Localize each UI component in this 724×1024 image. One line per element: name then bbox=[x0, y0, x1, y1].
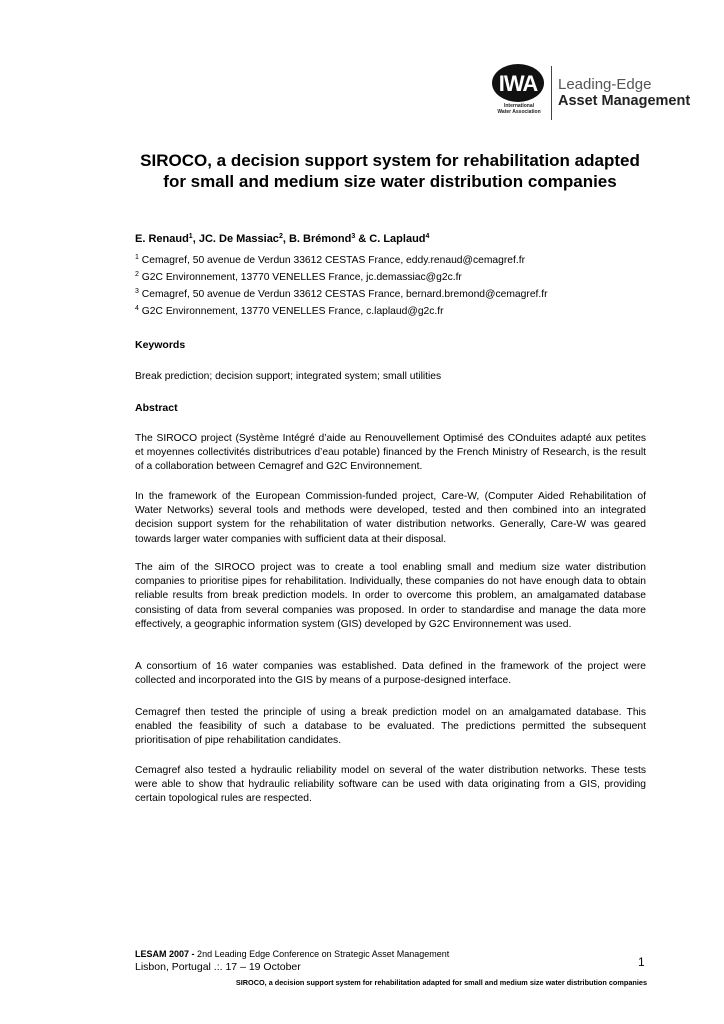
affiliation-text: G2C Environnement, 13770 VENELLES France, c.laplaud@g2c.fr bbox=[141, 306, 444, 317]
footer-conf-suffix: nd bbox=[202, 949, 213, 959]
author-mark: 1 bbox=[188, 233, 193, 240]
title-line-2: for small and medium size water distribution companies bbox=[163, 172, 617, 191]
affiliation bbox=[135, 289, 548, 300]
author-name: C. Laplaud bbox=[369, 233, 426, 245]
footer-conf-bold: LESAM 2007 - bbox=[135, 949, 195, 959]
footer-conf-ordinal: 2 bbox=[197, 949, 203, 959]
footer-location: Lisbon, Portugal .:. 17 – 19 October bbox=[135, 961, 301, 973]
abstract-paragraph: Cemagref then tested the principle of using a break prediction model on an amalgamated database. This enabled the feasibility of such a database to be evaluated. The predictions permitted the subsequent prioritisation of pipe rehabilitation candidates. bbox=[135, 707, 646, 747]
keywords-heading: Keywords bbox=[135, 339, 186, 351]
affiliation bbox=[135, 306, 444, 317]
affiliation-mark: 2 bbox=[135, 271, 139, 278]
abstract-paragraph: In the framework of the European Commission-funded project, Care-W, (Computer Aided Rehabilitation of Water Networks) several tools and methods were developed, tested and then combined into an integrated decision support system for the rehabilitation of water distribution networks. Generally, Care-W was geared towards larger water companies with sufficient data at their disposal. bbox=[135, 491, 646, 545]
author-name: B. Brémond bbox=[288, 233, 352, 245]
author-name: E. Renaud bbox=[135, 233, 189, 245]
keywords-text: Break prediction; decision support; integrated system; small utilities bbox=[135, 371, 442, 382]
abstract-paragraph: The aim of the SIROCO project was to create a tool enabling small and medium size water distribution companies to prioritise pipes for rehabilitation. Individually, these companies do not have enough data to obtain reliable results from break prediction models. In order to overcome this problem, an amalgamated database consisting of data from several companies was proposed. In order to standardise and manage the data more effectively, a geographic information system (GIS) developed by G2C Environnement was used. bbox=[135, 562, 646, 630]
affiliation-text: G2C Environnement, 13770 VENELLES France, jc.demassiac@g2c.fr bbox=[141, 272, 462, 283]
paper-title bbox=[100, 150, 680, 192]
affiliation-mark: 1 bbox=[135, 254, 139, 261]
affiliation-text: Cemagref, 50 avenue de Verdun 33612 CESTAS France, bernard.bremond@cemagref.fr bbox=[141, 289, 548, 300]
author-mark: 3 bbox=[351, 233, 356, 240]
abstract-heading: Abstract bbox=[135, 402, 178, 414]
page-number: 1 bbox=[638, 955, 645, 969]
logo-tagline-2: Asset Management bbox=[558, 93, 691, 109]
affiliation-mark: 3 bbox=[135, 288, 139, 295]
iwa-logo bbox=[491, 63, 691, 121]
running-title: SIROCO, a decision support system for rehabilitation adapted for small and medium size water distribution companies bbox=[235, 978, 647, 987]
author-sep: , bbox=[192, 233, 199, 245]
abstract-paragraph: The SIROCO project (Système Intégré d’aide au Renouvellement Optimisé des COnduites adapté aux petites et moyennes collectivités distributrices d’eau potable) financed by the French Ministry of Research, is the result of a collaboration between Cemagref and G2C Environnement. bbox=[135, 433, 646, 473]
abstract-paragraph: Cemagref also tested a hydraulic reliability model on several of the water distribution networks. These tests were able to show that hydraulic reliability software can be used with data originating from a GIS, providing certain topological rules are respected. bbox=[135, 765, 646, 805]
iwa-org-name: International Water Association bbox=[497, 103, 541, 115]
footer-conf-rest: Leading Edge Conference on Strategic Asset Management bbox=[214, 949, 450, 959]
author-mark: 4 bbox=[425, 233, 430, 240]
author-name: JC. De Massiac bbox=[198, 233, 279, 245]
title-line-1: SIROCO, a decision support system for rehabilitation adapted bbox=[140, 151, 640, 170]
logo-divider bbox=[551, 66, 552, 120]
author-sep: & bbox=[355, 233, 370, 245]
affiliation bbox=[135, 272, 462, 283]
author-mark: 2 bbox=[278, 233, 283, 240]
iwa-badge-text: IWA bbox=[498, 71, 538, 96]
author-list bbox=[135, 233, 429, 245]
affiliation-text: Cemagref, 50 avenue de Verdun 33612 CESTAS France, eddy.renaud@cemagref.fr bbox=[141, 255, 526, 266]
logo-tagline-1: Leading-Edge bbox=[558, 76, 652, 93]
footer-conference bbox=[135, 949, 449, 959]
affiliation-mark: 4 bbox=[135, 305, 139, 312]
affiliation bbox=[135, 255, 525, 266]
abstract-paragraph: A consortium of 16 water companies was established. Data defined in the framework of the project were collected and incorporated into the GIS by means of a purpose-designed interface. bbox=[135, 661, 646, 687]
iwa-badge-icon bbox=[491, 63, 545, 107]
author-sep: , bbox=[282, 233, 289, 245]
